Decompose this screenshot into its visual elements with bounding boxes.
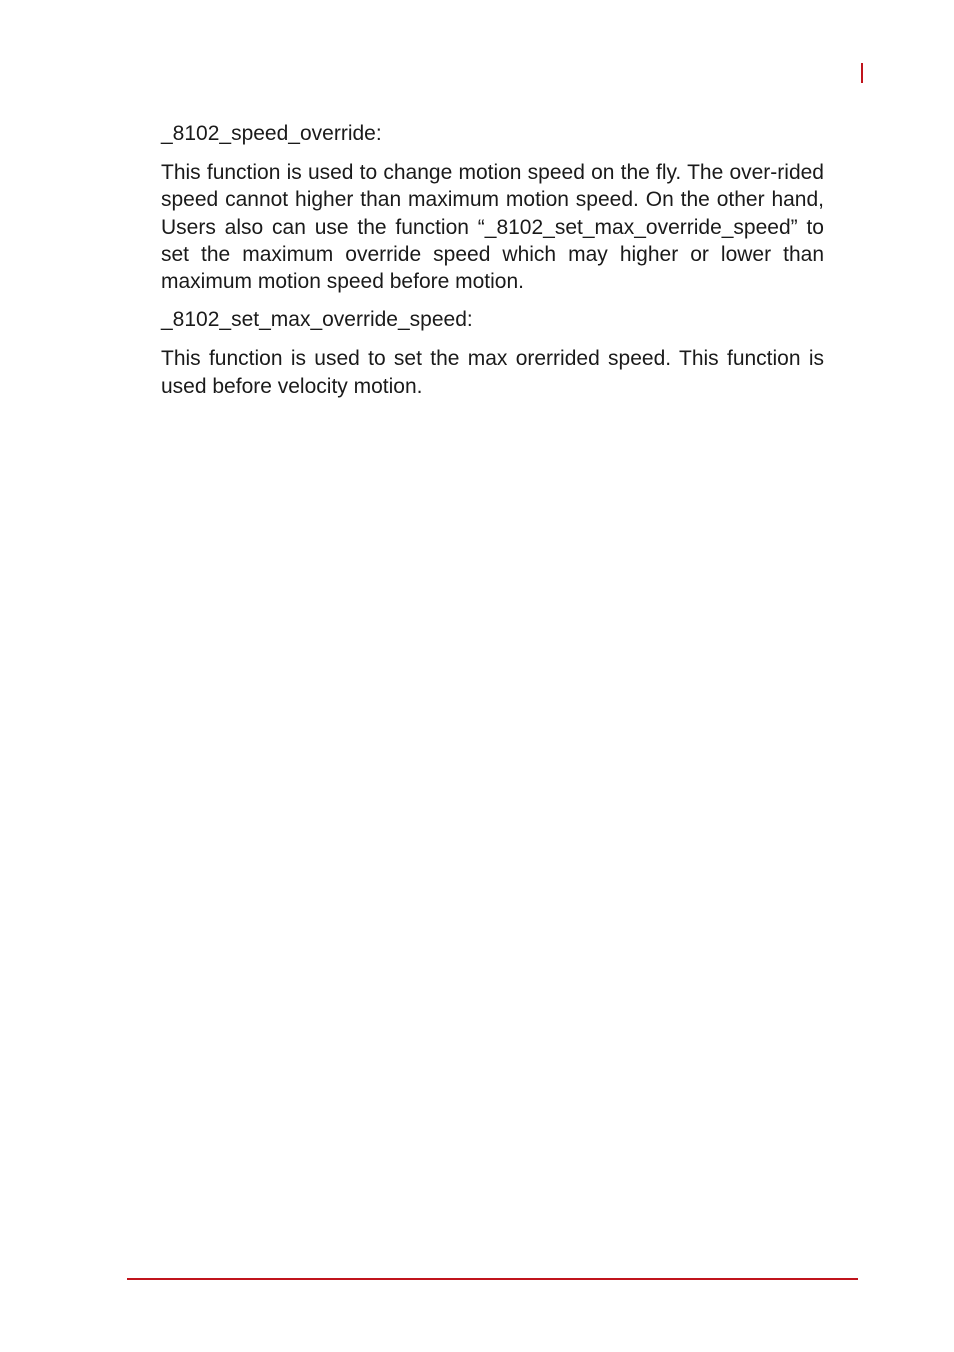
function-description-set-max-override-speed: This function is used to set the max orerrided speed. This function is used before velocity motion. [161,347,824,398]
footer-divider [127,1278,858,1280]
header-accent-mark [861,63,863,83]
function-name-speed-override: _8102_speed_override: [161,122,382,145]
document-body [161,120,824,400]
function-name-set-max-override-speed: _8102_set_max_override_speed: [161,308,473,332]
function-description-speed-override: This function is used to change motion speed on the fly. The over-rided speed cannot higher than maximum motion speed. On the other hand, Users also can use the function “_8102_set_max_override_speed” to set the maximum override speed which may higher or lower than maximum motion speed before motion. [161,161,824,294]
